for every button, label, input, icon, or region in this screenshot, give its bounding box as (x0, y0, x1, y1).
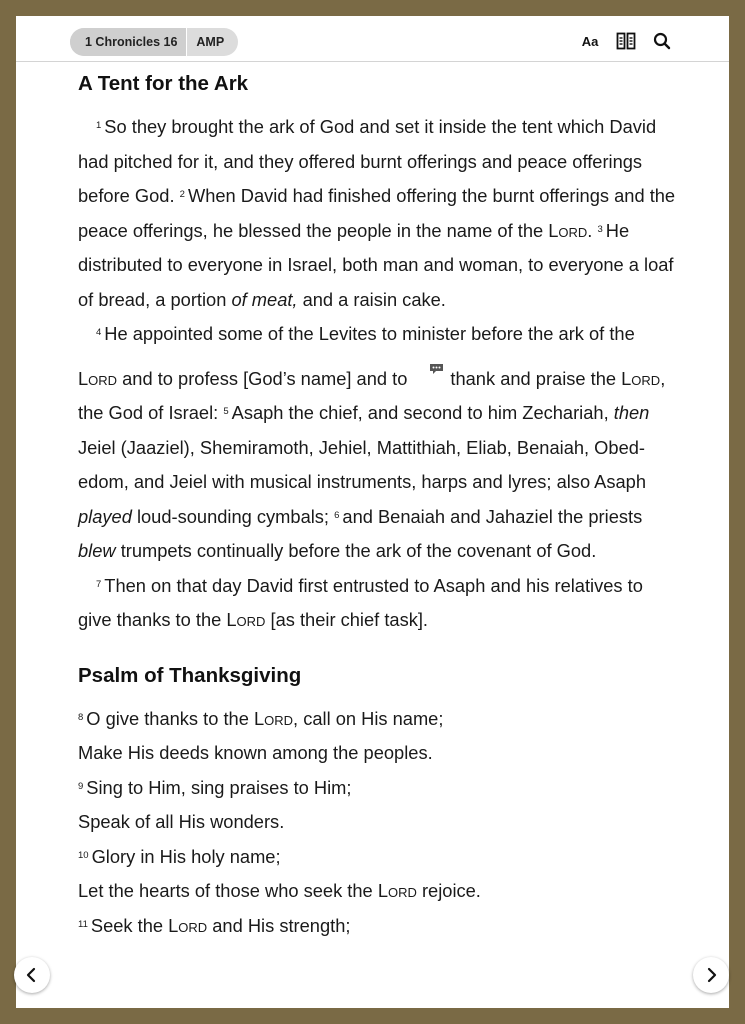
poetry-line (78, 702, 678, 737)
lord-small-caps: Lord (548, 219, 588, 241)
verse-text[interactable]: , the God of Israel: (78, 367, 666, 423)
reader-page (16, 16, 729, 1008)
lord-small-caps: Lord (226, 609, 266, 630)
section-heading: Psalm of Thanksgiving (78, 663, 302, 687)
search-icon[interactable] (651, 30, 673, 52)
previous-chapter-button[interactable] (14, 957, 50, 993)
verse-number: 1 (96, 120, 102, 131)
poetry-line (78, 909, 678, 944)
verse-text[interactable]: Seek the (90, 914, 169, 936)
verse-text[interactable]: Make His deeds known among the peoples. (78, 742, 433, 763)
font-settings-button[interactable]: Aa (581, 33, 599, 49)
parallel-book-icon[interactable] (615, 30, 637, 52)
chevron-right-icon (704, 967, 718, 983)
paragraph (78, 317, 678, 569)
lord-small-caps: Lord (253, 707, 294, 729)
reader-toolbar (16, 16, 729, 62)
lord-small-caps: Lord (377, 880, 417, 901)
paragraph (78, 110, 678, 317)
verse-text[interactable]: and Benaiah and Jahaziel the priests (342, 505, 643, 527)
poetry-line (78, 874, 678, 909)
verse-text[interactable]: So they brought the ark of God and set it inside the tent which David had pitched for it, and they offered burnt offerings and peace offerings before God. (78, 116, 657, 206)
verse-number: 9 (78, 780, 84, 792)
verse-text[interactable]: and a raisin cake. (297, 288, 446, 310)
verse-number: 4 (96, 327, 102, 338)
verse-number: 7 (96, 578, 102, 590)
italic-text: played (78, 505, 132, 527)
passage-selector (70, 28, 238, 56)
verse-text[interactable]: [as their chief task]. (265, 609, 429, 630)
verse-text[interactable]: rejoice. (416, 880, 481, 901)
verse-text[interactable]: and His strength; (207, 914, 351, 936)
verse-text[interactable]: Then on that day David first entrusted to Asaph and his relatives to give thanks to the (78, 574, 643, 630)
verse-text[interactable]: , call on His name; (293, 707, 444, 729)
study-note-icon[interactable] (411, 352, 444, 387)
chevron-left-icon (25, 967, 39, 983)
lord-small-caps: Lord (168, 914, 208, 936)
italic-text: blew (78, 540, 116, 561)
verse-text[interactable]: When David had finished offering the burnt offerings and the peace offerings, he blessed the people in the name of the (78, 185, 676, 241)
verse-text[interactable]: Speak of all His wonders. (78, 811, 285, 832)
verse-number: 6 (334, 509, 340, 521)
verse-number: 2 (179, 189, 185, 200)
book-chapter-button[interactable]: 1 Chronicles 16 (70, 28, 186, 56)
verse-text[interactable]: . (587, 219, 593, 241)
verse-text[interactable]: loud-sounding cymbals; (131, 505, 330, 527)
paragraph (78, 569, 678, 638)
version-button[interactable]: AMP (186, 28, 238, 56)
verse-number: 10 (78, 849, 89, 861)
toolbar-actions (579, 30, 673, 52)
italic-text: of meat, (231, 288, 298, 310)
poetry-line (78, 840, 678, 875)
verse-number: 8 (78, 711, 84, 723)
verse-text[interactable]: Asaph the chief, and second to him Zechariah, (231, 402, 614, 423)
poetry-line (78, 736, 678, 771)
verse-number: 11 (78, 918, 88, 930)
verse-text[interactable]: Glory in His holy name; (91, 845, 281, 867)
lord-small-caps: Lord (78, 367, 118, 389)
verse-text[interactable]: Sing to Him, sing praises to Him; (86, 776, 352, 798)
section-heading: A Tent for the Ark (78, 72, 249, 95)
chapter-text (78, 64, 678, 943)
verse-text[interactable]: He distributed to everyone in Israel, both man and woman, to everyone a loaf of bread, a portion (78, 219, 674, 310)
verse-text[interactable]: and to profess [God’s name] and to (117, 367, 408, 389)
next-chapter-button[interactable] (693, 957, 729, 993)
verse-text[interactable]: O give thanks to the (86, 707, 254, 729)
verse-number: 5 (223, 406, 229, 417)
verse-text[interactable]: Let the hearts of those who seek the (78, 880, 378, 901)
poetry-line (78, 771, 678, 806)
lord-small-caps: Lord (621, 367, 661, 389)
verse-number: 3 (597, 223, 603, 235)
verse-text[interactable]: trumpets continually before the ark of the covenant of God. (115, 540, 597, 561)
italic-text: then (613, 402, 650, 423)
verse-text[interactable]: He appointed some of the Levites to minister before the ark of the (104, 323, 635, 344)
verse-text[interactable]: Jeiel (Jaaziel), Shemiramoth, Jehiel, Mattithiah, Eliab, Benaiah, Obed-edom, and Jeiel with musical instruments, harps and lyres; also Asaph (78, 436, 647, 492)
verse-text[interactable]: thank and praise the (450, 367, 622, 389)
poetry-line (78, 805, 678, 840)
